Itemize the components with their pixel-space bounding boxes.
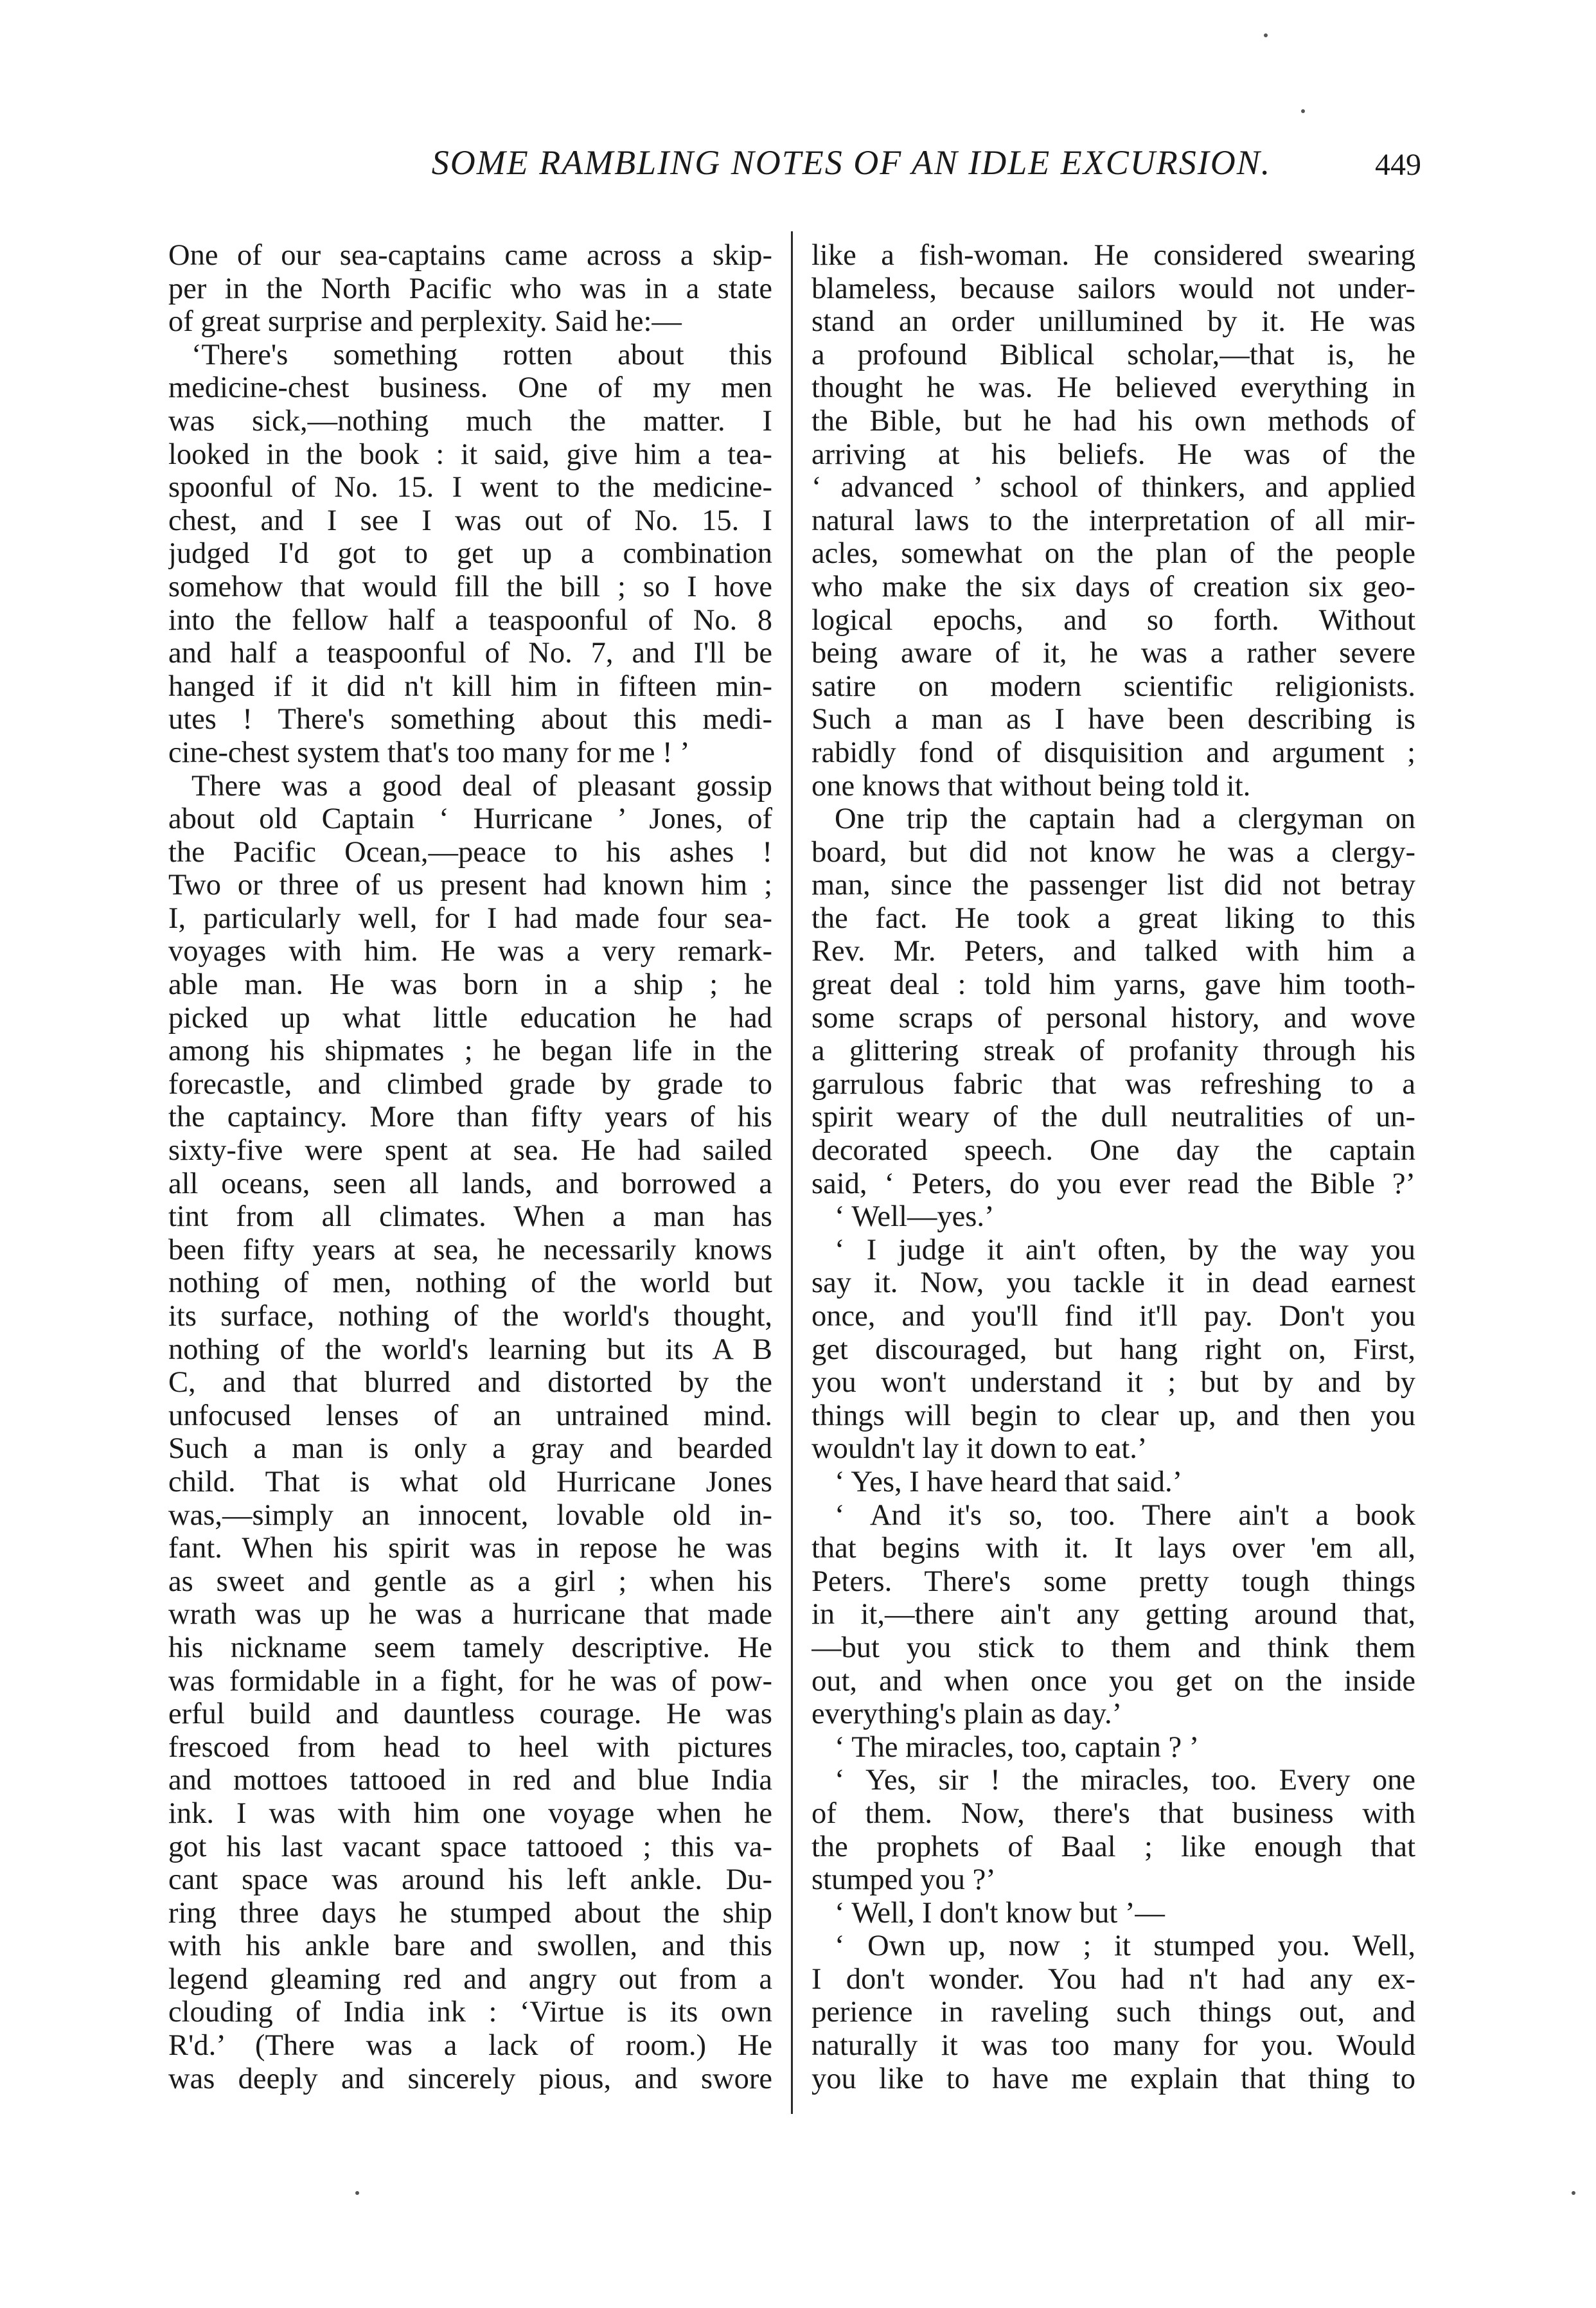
text-line: utes ! There's something about this medi- xyxy=(168,703,772,736)
print-speck xyxy=(1301,109,1305,113)
text-line: satire on modern scientific religionists. xyxy=(811,670,1415,703)
text-line: ‘ advanced ’ school of thinkers, and applied xyxy=(811,471,1415,504)
text-line: nothing of men, nothing of the world but xyxy=(168,1266,772,1300)
text-line: great deal : told him yarns, gave him tooth- xyxy=(811,968,1415,1002)
text-line: spirit weary of the dull neutralities of un- xyxy=(811,1101,1415,1134)
text-line: rabidly fond of disquisition and argument ; xyxy=(811,736,1415,769)
text-line: say it. Now, you tackle it in dead earnest xyxy=(811,1266,1415,1300)
text-line: ‘ Yes, I have heard that said.’ xyxy=(835,1465,1183,1498)
text-line: ‘ I judge it ain't often, by the way you xyxy=(835,1233,1415,1266)
text-line: all oceans, seen all lands, and borrowed a xyxy=(168,1167,772,1200)
text-line: the Pacific Ocean,—peace to his ashes ! xyxy=(168,835,772,869)
text-line: per in the North Pacific who was in a state xyxy=(168,272,772,305)
text-line: R'd.’ (There was a lack of room.) He xyxy=(168,2029,772,2063)
text-line: nothing of the world's learning but its A B xyxy=(168,1333,772,1366)
text-line: forecastle, and climbed grade by grade to xyxy=(168,1067,772,1101)
text-line: who make the six days of creation six geo- xyxy=(811,570,1415,603)
text-line: ‘ And it's so, too. There ain't a book xyxy=(835,1498,1415,1532)
text-line: been fifty years at sea, he necessarily knows xyxy=(168,1233,772,1266)
text-line: logical epochs, and so forth. Without xyxy=(811,603,1415,637)
text-line: frescoed from head to heel with pictures xyxy=(168,1730,772,1764)
text-line: I, particularly well, for I had made four sea- xyxy=(168,901,772,935)
text-line: judged I'd got to get up a combination xyxy=(168,537,772,571)
text-line: acles, somewhat on the plan of the people xyxy=(811,537,1415,571)
text-line: of them. Now, there's that business with xyxy=(811,1797,1415,1830)
text-line: picked up what little education he had xyxy=(168,1001,772,1034)
text-line: One trip the captain had a clergyman on xyxy=(835,803,1415,836)
text-line: board, but did not know he was a clergy- xyxy=(811,835,1415,869)
text-line: Such a man is only a gray and bearded xyxy=(168,1432,772,1466)
text-line: Rev. Mr. Peters, and talked with him a xyxy=(811,935,1415,968)
text-line: his nickname seem tamely descriptive. He xyxy=(168,1631,772,1664)
text-line: legend gleaming red and angry out from a xyxy=(168,1962,772,1996)
text-line: Two or three of us present had known him ; xyxy=(168,869,772,902)
text-line: blameless, because sailors would not under- xyxy=(811,272,1415,305)
text-line: was,—simply an innocent, lovable old in- xyxy=(168,1498,772,1532)
text-line: spoonful of No. 15. I went to the medicine- xyxy=(168,471,772,504)
text-line: man, since the passenger list did not betray xyxy=(811,869,1415,902)
text-line: fant. When his spirit was in repose he was xyxy=(168,1532,772,1565)
print-speck xyxy=(1572,2191,1575,2195)
text-line: everything's plain as day.’ xyxy=(811,1698,1122,1731)
text-line: stand an order unillumined by it. He was xyxy=(811,305,1415,339)
text-line: out, and when once you get on the inside xyxy=(811,1664,1415,1698)
text-line: ‘There's something rotten about this xyxy=(191,338,772,371)
text-line: tint from all climates. When a man has xyxy=(168,1200,772,1234)
page-number: 449 xyxy=(1375,148,1421,182)
text-line: child. That is what old Hurricane Jones xyxy=(168,1465,772,1498)
text-line: Such a man as I have been describing is xyxy=(811,703,1415,736)
text-line: C, and that blurred and distorted by the xyxy=(168,1366,772,1399)
text-line: arriving at his beliefs. He was of the xyxy=(811,438,1415,471)
text-line: got his last vacant space tattooed ; this va- xyxy=(168,1830,772,1863)
text-line: and half a teaspoonful of No. 7, and I'll be xyxy=(168,637,772,670)
text-line: ink. I was with him one voyage when he xyxy=(168,1797,772,1830)
text-line: thought he was. He believed everything in xyxy=(811,371,1415,405)
text-line: One of our sea-captains came across a skip- xyxy=(168,239,772,272)
text-line: unfocused lenses of an untrained mind. xyxy=(168,1399,772,1432)
text-line: Peters. There's some pretty tough things xyxy=(811,1565,1415,1598)
print-speck xyxy=(355,2191,359,2195)
text-line: somehow that would fill the bill ; so I hove xyxy=(168,570,772,603)
text-line: the fact. He took a great liking to this xyxy=(811,901,1415,935)
text-line: the captaincy. More than fifty years of his xyxy=(168,1101,772,1134)
text-line: able man. He was born in a ship ; he xyxy=(168,968,772,1002)
text-line: perience in raveling such things out, and xyxy=(811,1996,1415,2029)
text-line: chest, and I see I was out of No. 15. I xyxy=(168,504,772,537)
text-line: sixty-five were spent at sea. He had sailed xyxy=(168,1134,772,1167)
text-line: was deeply and sincerely pious, and swore xyxy=(168,2062,772,2095)
text-line: cine-chest system that's too many for me ! ’ xyxy=(168,736,690,769)
text-line: you like to have me explain that thing to xyxy=(811,2062,1415,2095)
column-divider xyxy=(791,231,793,2114)
text-line: once, and you'll find it'll pay. Don't you xyxy=(811,1300,1415,1333)
text-line: a glittering streak of profanity through his xyxy=(811,1034,1415,1068)
text-line: ‘ Yes, sir ! the miracles, too. Every one xyxy=(835,1764,1415,1797)
text-line: stumped you ?’ xyxy=(811,1863,996,1897)
left-column xyxy=(168,239,772,2095)
text-line: with his ankle bare and swollen, and this xyxy=(168,1930,772,1963)
text-line: naturally it was too many for you. Would xyxy=(811,2029,1415,2063)
text-line: erful build and dauntless courage. He was xyxy=(168,1698,772,1731)
text-line: ‘ The miracles, too, captain ? ’ xyxy=(835,1730,1200,1764)
text-line: There was a good deal of pleasant gossip xyxy=(191,769,772,803)
text-line: as sweet and gentle as a girl ; when his xyxy=(168,1565,772,1598)
text-line: like a fish-woman. He considered swearing xyxy=(811,239,1415,272)
text-line: said, ‘ Peters, do you ever read the Bible ?’ xyxy=(811,1167,1415,1200)
text-line: wrath was up he was a hurricane that made xyxy=(168,1598,772,1631)
text-line: and mottoes tattooed in red and blue India xyxy=(168,1764,772,1797)
text-line: ‘ Well, I don't know but ’— xyxy=(835,1896,1165,1930)
text-line: decorated speech. One day the captain xyxy=(811,1134,1415,1167)
text-line: looked in the book : it said, give him a tea- xyxy=(168,438,772,471)
text-line: the prophets of Baal ; like enough that xyxy=(811,1830,1415,1863)
text-line: about old Captain ‘ Hurricane ’ Jones, of xyxy=(168,803,772,836)
text-line: a profound Biblical scholar,—that is, he xyxy=(811,338,1415,371)
text-line: hanged if it did n't kill him in fifteen min- xyxy=(168,670,772,703)
text-line: of great surprise and perplexity. Said he:— xyxy=(168,305,682,339)
right-column xyxy=(811,239,1415,2095)
text-line: I don't wonder. You had n't had any ex- xyxy=(811,1962,1415,1996)
text-line: ‘ Own up, now ; it stumped you. Well, xyxy=(835,1930,1415,1963)
text-line: ‘ Well—yes.’ xyxy=(835,1200,995,1234)
text-line: voyages with him. He was a very remark- xyxy=(168,935,772,968)
text-line: you won't understand it ; but by and by xyxy=(811,1366,1415,1399)
text-line: ring three days he stumped about the ship xyxy=(168,1896,772,1930)
text-line: was formidable in a fight, for he was of pow- xyxy=(168,1664,772,1698)
text-line: clouding of India ink : ‘Virtue is its own xyxy=(168,1996,772,2029)
text-line: some scraps of personal history, and wove xyxy=(811,1001,1415,1034)
text-line: get discouraged, but hang right on, First, xyxy=(811,1333,1415,1366)
text-line: being aware of it, he was a rather severe xyxy=(811,637,1415,670)
text-line: the Bible, but he had his own methods of xyxy=(811,404,1415,438)
text-line: wouldn't lay it down to eat.’ xyxy=(811,1432,1148,1466)
text-line: one knows that without being told it. xyxy=(811,769,1251,803)
text-line: things will begin to clear up, and then you xyxy=(811,1399,1415,1432)
text-line: that begins with it. It lays over 'em all, xyxy=(811,1532,1415,1565)
text-line: in it,—there ain't any getting around that, xyxy=(811,1598,1415,1631)
text-line: into the fellow half a teaspoonful of No. 8 xyxy=(168,603,772,637)
text-line: garrulous fabric that was refreshing to a xyxy=(811,1067,1415,1101)
text-line: among his shipmates ; he began life in the xyxy=(168,1034,772,1068)
print-speck xyxy=(1264,33,1268,37)
text-line: —but you stick to them and think them xyxy=(811,1631,1415,1664)
text-line: its surface, nothing of the world's thought, xyxy=(168,1300,772,1333)
text-line: medicine-chest business. One of my men xyxy=(168,371,772,405)
text-line: natural laws to the interpretation of all mir- xyxy=(811,504,1415,537)
running-title: SOME RAMBLING NOTES OF AN IDLE EXCURSION. xyxy=(431,143,1272,182)
text-line: cant space was around his left ankle. Du- xyxy=(168,1863,772,1897)
text-line: was sick,—nothing much the matter. I xyxy=(168,404,772,438)
